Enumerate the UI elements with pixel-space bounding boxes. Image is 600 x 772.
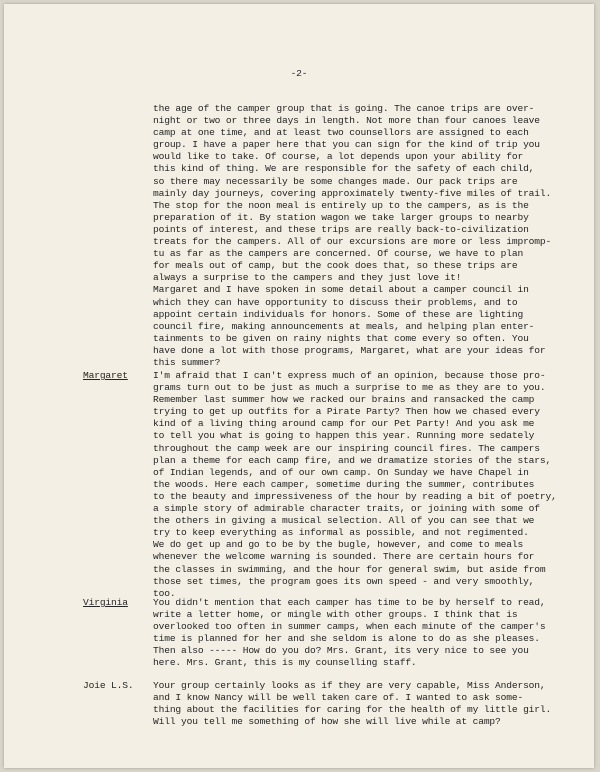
text-line: treats for the campers. All of our excursions are more or less impromp- bbox=[153, 236, 552, 248]
text-line: tu as far as the campers are concerned. Of course, we have to plan bbox=[153, 248, 524, 260]
text-line: points of interest, and these trips are really back-to-civilization bbox=[153, 223, 529, 235]
text-line: a simple story of admirable character traits, or joining with some of bbox=[153, 503, 540, 515]
text-line: kind of a living thing around camp for our Pet Party! And you ask me bbox=[153, 418, 535, 430]
speaker-name: Margaret bbox=[83, 370, 128, 381]
text-line: have done a lot with those programs, Margaret, what are your ideas for bbox=[153, 344, 546, 356]
text-line: those set times, the program goes its own speed - and very smoothly, bbox=[153, 575, 535, 587]
speaker-name: Joie L.S. bbox=[83, 680, 134, 691]
text-line: You didn't mention that each camper has time to be by herself to read, bbox=[153, 597, 546, 608]
text-line: the others in giving a musical selection. All of you can see that we bbox=[153, 515, 535, 527]
text-line: camp at one time, and at least two counsellors are assigned to each bbox=[153, 127, 529, 139]
text-line: Will you tell me something of how she will live while at camp? bbox=[153, 716, 501, 728]
text-line: plan a theme for each camp fire, and we dramatize stories of the stars, bbox=[153, 454, 552, 466]
text-line: to tell you what is going to happen this year. Running more sedately bbox=[153, 430, 535, 442]
text-line: this kind of thing. We are responsible for the safety of each child, bbox=[153, 163, 535, 175]
text-line: throughout the camp week are our inspiring council fires. The campers bbox=[153, 442, 540, 454]
speech-margaret bbox=[153, 370, 557, 600]
text-line: write a letter home, or mingle with other groups. I think that is bbox=[153, 609, 518, 621]
text-line: for meals out of camp, but the cook does that, so these trips are bbox=[153, 260, 518, 272]
page-number: -2- bbox=[290, 68, 308, 79]
text-line: the age of the camper group that is going. The canoe trips are over- bbox=[153, 103, 535, 114]
text-line: here. Mrs. Grant, this is my counselling staff. bbox=[153, 657, 417, 669]
document-page bbox=[4, 4, 594, 768]
text-line: group. I have a paper here that you can sign for the kind of trip you bbox=[153, 139, 540, 151]
text-line: and I know Nancy will be well taken care of. I wanted to ask some- bbox=[153, 692, 524, 704]
text-line: tainments to be given on rainy nights that come every so often. You bbox=[153, 332, 529, 344]
text-line: Margaret and I have spoken in some detail about a camper council in bbox=[153, 284, 529, 296]
text-line: would like to take. Of course, a lot depends upon your ability for bbox=[153, 151, 524, 163]
text-line: to the beauty and impressiveness of the hour by reading a bit of poetry, bbox=[153, 490, 557, 502]
text-line: the classes in swimming, and the hour for general swim, but aside from bbox=[153, 563, 546, 575]
text-line: thing about the facilities for caring for the health of my little girl. bbox=[153, 704, 552, 716]
text-line: always a surprise to the campers and they just love it! bbox=[153, 272, 462, 284]
text-line: We do get up and go to be by the bugle, however, and come to meals bbox=[153, 539, 524, 551]
text-line: Then also ----- How do you do? Mrs. Grant, its very nice to see you bbox=[153, 645, 529, 657]
text-line: Your group certainly looks as if they are very capable, Miss Anderson, bbox=[153, 680, 546, 691]
text-line: preparation of it. By station wagon we take larger groups to nearby bbox=[153, 211, 529, 223]
text-line: time is planned for her and she seldom is alone to do as she pleases. bbox=[153, 633, 540, 645]
text-line: grams turn out to be just as much a surprise to me as they are to you. bbox=[153, 382, 546, 394]
text-line: overlooked too often in summer camps, when each minute of the camper's bbox=[153, 621, 546, 633]
text-line: mainly day journeys, covering approximately twenty-five miles of trail. bbox=[153, 187, 552, 199]
text-line: the woods. Here each camper, sometime during the summer, contributes bbox=[153, 478, 535, 490]
text-line: Remember last summer how we racked our brains and ransacked the camp bbox=[153, 394, 535, 406]
text-line: appoint certain individuals for honors. Some of these are lighting bbox=[153, 308, 524, 320]
text-line: council fire, making announcements at meals, and helping plan enter- bbox=[153, 320, 535, 332]
text-line: whenever the welcome warning is sounded. There are certain hours for bbox=[153, 551, 535, 563]
text-line: trying to get up outfits for a Pirate Party? Then how we chased every bbox=[153, 406, 540, 418]
speech-virginia bbox=[153, 597, 546, 670]
text-line: which they can have opportunity to discuss their problems, and to bbox=[153, 296, 518, 308]
text-line: of Indian legends, and of our own camp. On Sunday we have Chapel in bbox=[153, 466, 529, 478]
text-line: this summer? bbox=[153, 356, 221, 368]
text-line: I'm afraid that I can't express much of an opinion, because those pro- bbox=[153, 370, 546, 381]
text-line: so there may necessarily be some changes made. Our pack trips are bbox=[153, 175, 518, 187]
text-line: night or two or three days in length. Not more than four canoes leave bbox=[153, 115, 540, 127]
text-line: try to keep everything as informal as possible, and not regimented. bbox=[153, 527, 529, 539]
text-line: The stop for the noon meal is entirely up to the campers, as is the bbox=[153, 199, 529, 211]
speech-joie bbox=[153, 680, 551, 728]
opening-paragraphs bbox=[153, 103, 551, 369]
text-line: too. bbox=[153, 587, 176, 599]
speaker-name: Virginia bbox=[83, 597, 128, 608]
